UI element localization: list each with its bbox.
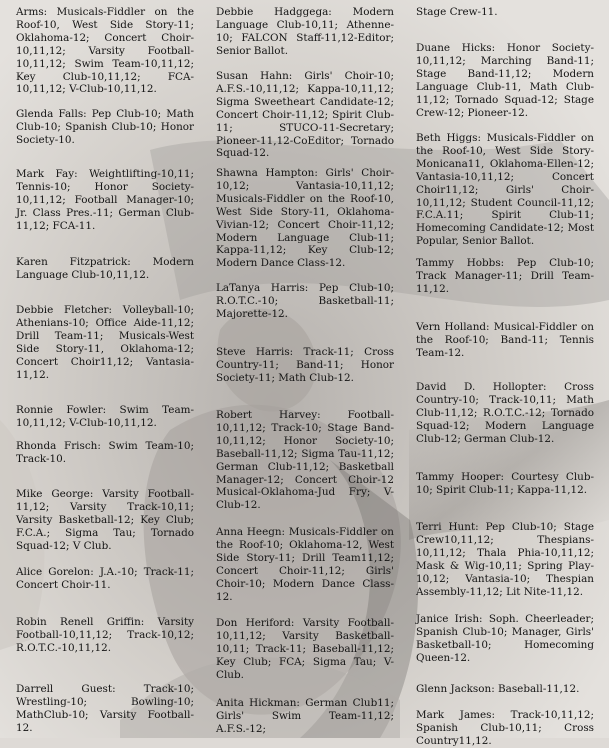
entry-tammy-hooper: Tammy Hooper: Courtesy Club-10; Spirit Club-11; Kappa-11,12. bbox=[416, 471, 594, 496]
entry-david-hollopter: David D. Hollopter: Cross Country-10; Track-10,11; Math Club-11,12; R.O.T.C.-12; Tornado Squad-12; Modern Language Club-12; German Club-12. bbox=[416, 381, 594, 445]
entry-mike-george: Mike George: Varsity Football-11,12; Varsity Track-10,11; Varsity Basketball-12; Key Club; F.C.A.; Sigma Tau; Tornado Squad-12; V Club. bbox=[16, 488, 194, 552]
entry-stage-crew-continued: Stage Crew-11. bbox=[416, 6, 498, 18]
entry-don-heriford: Don Heriford: Varsity Football-10,11,12; Varsity Basketball-10,11; Track-11; Baseball-11,12; Key Club; FCA; Sigma Tau; V-Club. bbox=[216, 617, 394, 681]
entry-tammy-hobbs: Tammy Hobbs: Pep Club-10; Track Manager-11; Drill Team-11,12. bbox=[416, 257, 594, 295]
entry-arms: Arms: Musicals-Fiddler on the Roof-10, West Side Story-11; Oklahoma-12; Concert Choir-10,11,12; Varsity Football-10,11,12; Swim Team-10,11,12; Key Club-10,11,12; FCA-10,11,12; V-Club-10,11,12. bbox=[16, 6, 194, 96]
entry-beth-higgs: Beth Higgs: Musicals-Fiddler on the Roof-10, West Side Story-Monicana11, Oklahoma-Ellen-12; Vantasia-10,11,12; Concert Choir11,12; Girls' Choir-10,11,12; Student Council-11,12; F.C.A.11; Spirit Club-11; Homecoming Candidate-12; Most Popular, Senior Ballot. bbox=[416, 132, 594, 248]
entry-robert-harvey: Robert Harvey: Football-10,11,12; Track-10; Stage Band-10,11,12; Honor Society-10; Baseball-11,12; Sigma Tau-11,12; German Club-11,12; Basketball Manager-12; Concert Choir-12 Musical-Oklahoma-Jud Fry; V-Club-12. bbox=[216, 409, 394, 512]
entry-glenn-jackson: Glenn Jackson: Baseball-11,12. bbox=[416, 683, 580, 695]
entry-terri-hunt: Terri Hunt: Pep Club-10; Stage Crew10,11,12; Thespians-10,11,12; Thala Phia-10,11,12; Mask & Wig-10,11; Spring Play-10,12; Vantasia-10; Thespian Assembly-11,12; Lit Nite-11,12. bbox=[416, 521, 594, 598]
entry-susan-hahn: Susan Hahn: Girls' Choir-10; A.F.S.-10,11,12; Kappa-10,11,12; Sigma Sweetheart Candidate-12; Concert Choir-11,12; Spirit Club-11; STUCO-11-Secretary; Pioneer-11,12-CoEditor; Tornado Squad-12. bbox=[216, 70, 394, 160]
entry-karen-fitzpatrick: Karen Fitzpatrick: Modern Language Club-10,11,12. bbox=[16, 256, 194, 281]
entry-glenda-falls: Glenda Falls: Pep Club-10; Math Club-10; Spanish Club-10; Honor Society-10. bbox=[16, 108, 194, 146]
entry-rhonda-frisch: Rhonda Frisch: Swim Team-10; Track-10. bbox=[16, 440, 194, 465]
entry-anita-hickman: Anita Hickman: German Club11; Girls' Swim Team-11,12; A.F.S.-12; bbox=[216, 697, 394, 735]
entry-steve-harris: Steve Harris: Track-11; Cross Country-11; Band-11; Honor Society-11; Math Club-12. bbox=[216, 346, 394, 384]
entry-darrell-guest: Darrell Guest: Track-10; Wrestling-10; Bowling-10; MathClub-10; Varsity Football-12. bbox=[16, 683, 194, 734]
entry-anna-heegn: Anna Heegn: Musicals-Fiddler on the Roof-10; Oklahoma-12, West Side Story-11; Drill Team11,12; Concert Choir-11,12; Girls' Choir-10; Modern Dance Class-12. bbox=[216, 526, 394, 603]
entry-latanya-harris: LaTanya Harris: Pep Club-10; R.O.T.C.-10; Basketball-11; Majorette-12. bbox=[216, 282, 394, 320]
entry-debbie-hadggega: Debbie Hadggega: Modern Language Club-10,11; Athenne-10; FALCON Staff-11,12-Editor; Senior Ballot. bbox=[216, 6, 394, 57]
entry-robin-renell-griffin: Robin Renell Griffin: Varsity Football-10,11,12; Track-10,12; R.O.T.C.-10,11,12. bbox=[16, 616, 194, 654]
entry-alice-gorelon: Alice Gorelon: J.A.-10; Track-11; Concert Choir-11. bbox=[16, 566, 194, 591]
entry-mark-fay: Mark Fay: Weightlifting-10,11; Tennis-10; Honor Society-10,11,12; Football Manager-10; Jr. Class Pres.-11; German Club-11,12; FCA-11. bbox=[16, 168, 194, 232]
entry-shawna-hampton: Shawna Hampton: Girls' Choir-10,12; Vantasia-10,11,12; Musicals-Fiddler on the Roof-10, West Side Story-11, Oklahoma-Vivian-12; Concert Choir-11,12; Modern Language Club-11; Kappa-11,12; Key Club-12; Modern Dance Class-12. bbox=[216, 167, 394, 270]
entry-duane-hicks: Duane Hicks: Honor Society-10,11,12; Marching Band-11; Stage Band-11,12; Modern Language Club-11, Math Club-11,12; Tornado Squad-12; Stage Crew-12; Pioneer-12. bbox=[416, 42, 594, 119]
entry-mark-james: Mark James: Track-10,11,12; Spanish Club-10,11; Cross Country11,12. bbox=[416, 709, 594, 747]
entry-debbie-fletcher: Debbie Fletcher: Volleyball-10; Athenians-10; Office Aide-11,12; Drill Team-11; Musicals-West Side Story-11, Oklahoma-12; Concert Choir11,12; Vantasia-11,12. bbox=[16, 304, 194, 381]
entry-ronnie-fowler: Ronnie Fowler: Swim Team-10,11,12; V-Club-10,11,12. bbox=[16, 404, 194, 429]
entry-janice-irish: Janice Irish: Soph. Cheerleader; Spanish Club-10; Manager, Girls' Basketball-10; Homecoming Queen-12. bbox=[416, 613, 594, 664]
entry-vern-holland: Vern Holland: Musical-Fiddler on the Roof-10; Band-11; Tennis Team-12. bbox=[416, 321, 594, 359]
